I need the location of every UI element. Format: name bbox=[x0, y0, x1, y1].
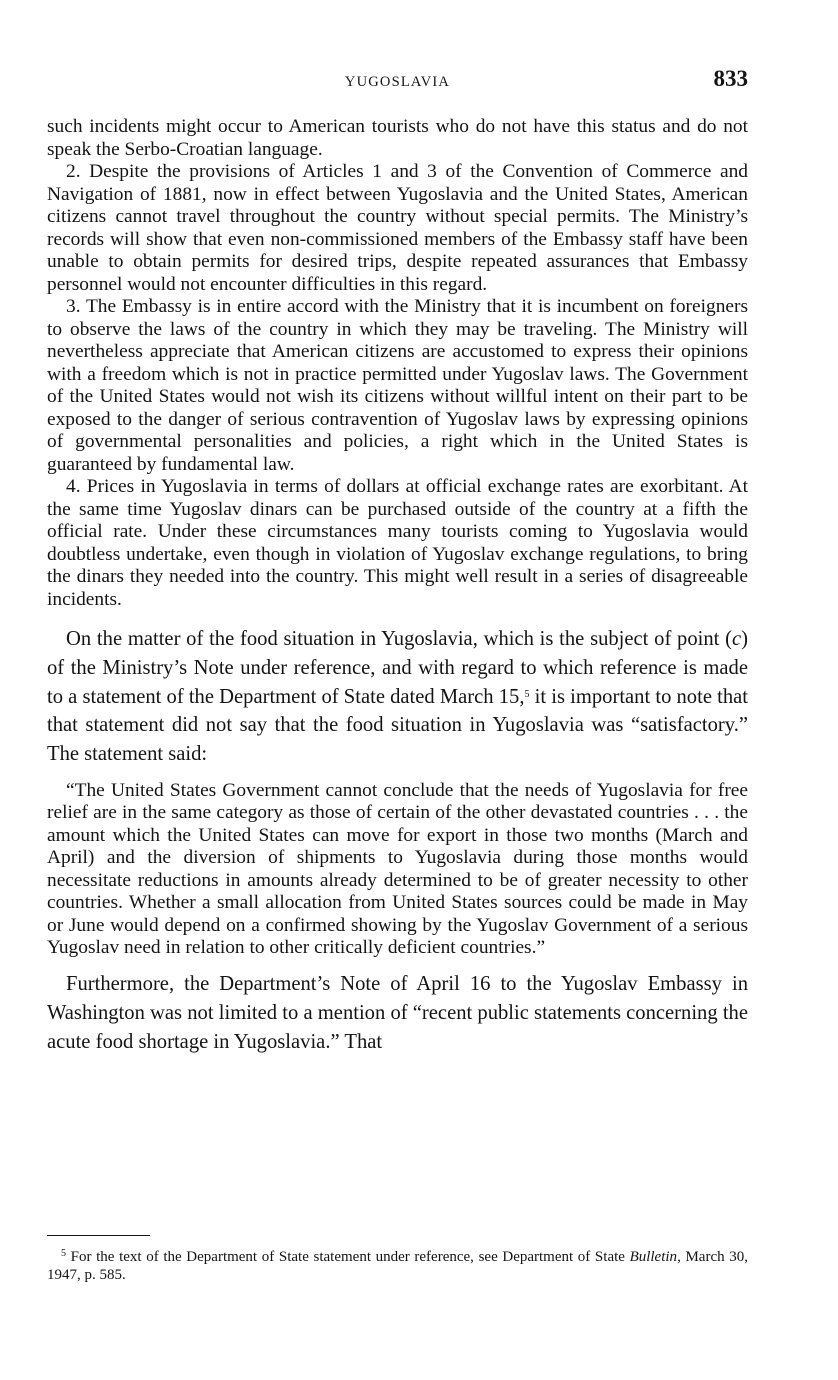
page-header bbox=[47, 66, 748, 100]
food-text-part3: it is important to note that that statement did not say that the food situation in Yugoslavia was “satisfactory.” The statement said: bbox=[47, 685, 748, 766]
footnote bbox=[47, 1248, 748, 1284]
page-body bbox=[47, 116, 748, 1056]
footnote-marker: 5 bbox=[61, 1248, 66, 1259]
paragraph-point-3: 3. The Embassy is in entire accord with the Ministry that it is incumbent on foreigners to observe the laws of the country in which they may be traveling. The Ministry will nevertheless appreciate that American citizens are accustomed to express their opinions with a freedom which is not in practice permitted under Yugoslav laws. The Government of the United States would not wish its citizens without willful intent on their part to be exposed to the danger of serious contravention of Yugoslav laws by expressing opinions of governmental personalities and policies, a right which in the United States is guaranteed by fundamental law. bbox=[47, 296, 748, 475]
footnote-text-part2: , March 30, 1947, p. 585. bbox=[47, 1249, 748, 1283]
furthermore-paragraph: Furthermore, the Department’s Note of April 16 to the Yugoslav Embassy in Washington was not limited to a mention of “recent public statements concerning the acute food shortage in Yugoslavia.” That bbox=[47, 972, 748, 1053]
paragraph-point-2: 2. Despite the provisions of Articles 1 and 3 of the Convention of Commerce and Navigation of 1881, now in effect between Yugoslavia and the United States, American citizens cannot travel throughout the country without special permits. The Ministry’s records will show that even non-commissioned members of the Embassy staff have been unable to obtain permits for desired trips, despite repeated assurances that Embassy personnel would not encounter difficulties in this regard. bbox=[47, 161, 748, 295]
food-point-letter: c bbox=[732, 628, 742, 650]
food-situation-paragraph bbox=[47, 625, 748, 769]
running-head: YUGOSLAVIA bbox=[344, 74, 451, 90]
footnote-bulletin-title: Bulletin bbox=[629, 1249, 678, 1265]
footnote-divider bbox=[47, 1235, 150, 1236]
block-quote: “The United States Government cannot conclude that the needs of Yugoslavia for free relief are in the same category as those of certain of the other devastated countries . . . the amount which the United States can move for export in those two months (March and April) and the diversion of shipments to Yugoslavia during those months would necessitate reductions in amounts already determined to be of greater necessity to other countries. Whether a small allocation from United States sources could be made in May or June would depend on a confirmed showing by the Yugoslav Government of a serious Yugoslav need in relation to other critically deficient countries.” bbox=[47, 779, 748, 959]
footnote-reference: 5 bbox=[524, 688, 530, 700]
footnote-text-part1: For the text of the Department of State statement under reference, see Department of State bbox=[66, 1249, 630, 1265]
enumerated-section bbox=[47, 116, 748, 611]
continuation-paragraph: such incidents might occur to American tourists who do not have this status and do not speak the Serbo-Croatian language. bbox=[47, 116, 748, 160]
food-text-part2: ) of the Ministry’s Note under reference, and with regard to which reference is made to a statement of the Department of State dated March 15, bbox=[47, 628, 748, 708]
food-text-part1: On the matter of the food situation in Yugoslavia, which is the subject of point ( bbox=[66, 628, 732, 650]
paragraph-point-4: 4. Prices in Yugoslavia in terms of dollars at official exchange rates are exorbitant. At the same time Yugoslav dinars can be purchased outside of the country at a fifth the official rate. Under these circumstances many tourists coming to Yugoslavia would doubtless undertake, even though in violation of Yugoslav exchange regulations, to bring the dinars they needed into the country. This might well result in a series of disagreeable incidents. bbox=[47, 476, 748, 610]
page-number: 833 bbox=[713, 66, 748, 91]
